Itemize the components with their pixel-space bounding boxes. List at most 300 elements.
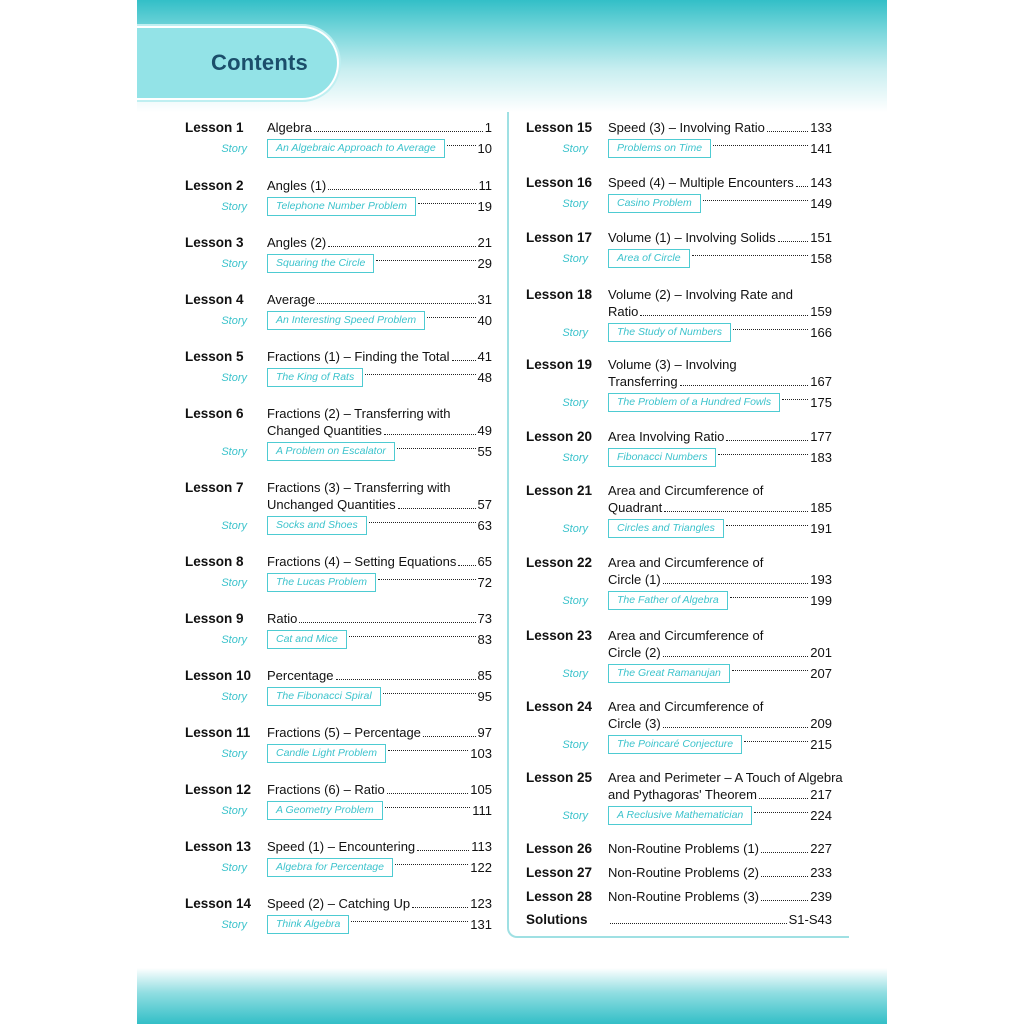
story-page-number: 199: [810, 593, 832, 608]
toc-entry: [526, 769, 843, 825]
story-label: Story: [562, 809, 588, 822]
lesson-title-wrap: [608, 698, 832, 715]
toc-line: [526, 428, 832, 445]
story-label: Story: [221, 314, 247, 327]
story-line: [185, 744, 492, 763]
dot-leader: [663, 727, 809, 728]
lesson-label: Lesson 10: [185, 668, 252, 683]
toc-entry: [185, 479, 492, 535]
story-label: Story: [221, 690, 247, 703]
toc-entry: [526, 286, 832, 342]
story-line: [526, 194, 832, 213]
lesson-title: Area and Circumference of: [608, 483, 764, 498]
dot-leader: [383, 693, 476, 694]
toc-entry: [526, 627, 832, 683]
dot-leader: [412, 907, 468, 908]
lesson-label: Lesson 3: [185, 235, 244, 250]
story-label: Story: [562, 326, 588, 339]
dot-leader: [761, 900, 808, 901]
lesson-title: Circle (3): [608, 716, 661, 731]
story-page-number: 183: [810, 450, 832, 465]
toc-entry: [185, 838, 492, 877]
lesson-label: Lesson 6: [185, 406, 244, 421]
story-line: [185, 254, 492, 273]
lesson-label: Lesson 8: [185, 554, 244, 569]
toc-line: [526, 499, 832, 516]
lesson-label: Lesson 17: [526, 230, 593, 245]
toc-line: [185, 348, 492, 365]
lesson-title: Ratio: [267, 611, 298, 626]
dot-leader: [744, 741, 808, 742]
story-line: [526, 519, 832, 538]
story-title: Algebra for Percentage: [267, 858, 393, 877]
story-label: Story: [221, 371, 247, 384]
story-line: [185, 516, 492, 535]
toc-entry: [526, 174, 832, 213]
story-title: The Poincaré Conjecture: [608, 735, 742, 754]
lesson-title-wrap: [267, 422, 492, 439]
toc-entry: [185, 724, 492, 763]
lesson-title: Area and Circumference of: [608, 628, 764, 643]
story-page-number: 215: [810, 737, 832, 752]
dot-leader: [376, 260, 475, 261]
page-number: 217: [810, 787, 832, 802]
lesson-title: Fractions (2) – Transferring with: [267, 406, 451, 421]
lesson-title-wrap: [608, 482, 832, 499]
lesson-label: Solutions: [526, 912, 588, 927]
story-line: [526, 323, 832, 342]
toc-entry: [526, 864, 832, 881]
page-number: 239: [810, 889, 832, 904]
story-page-number: 131: [470, 917, 492, 932]
lesson-title-wrap: [608, 303, 832, 320]
dot-leader: [767, 131, 808, 132]
toc-line: [185, 724, 492, 741]
lesson-title: Speed (1) – Encountering: [267, 839, 416, 854]
page-number: 133: [810, 120, 832, 135]
lesson-label: Lesson 11: [185, 725, 251, 740]
story-title: The Problem of a Hundred Fowls: [608, 393, 780, 412]
story-line: [185, 801, 492, 820]
lesson-title: Fractions (5) – Percentage: [267, 725, 421, 740]
story-title: The King of Rats: [267, 368, 363, 387]
toc-line: [526, 698, 832, 715]
dot-leader: [427, 317, 475, 318]
lesson-title: Transferring: [608, 374, 678, 389]
dot-leader: [385, 807, 471, 808]
lesson-title: Unchanged Quantities: [267, 497, 396, 512]
story-label: Story: [221, 576, 247, 589]
toc-line: [185, 610, 492, 627]
toc-line: [526, 554, 832, 571]
lesson-title-wrap: [267, 496, 492, 513]
dot-leader: [640, 315, 808, 316]
toc-line: [526, 482, 832, 499]
story-page-number: 95: [477, 689, 492, 704]
story-label: Story: [562, 594, 588, 607]
lesson-title-wrap: [608, 911, 832, 928]
dot-leader: [349, 636, 476, 637]
lesson-title: Changed Quantities: [267, 423, 382, 438]
story-title: An Algebraic Approach to Average: [267, 139, 445, 158]
story-title: Area of Circle: [608, 249, 690, 268]
dot-leader: [730, 597, 809, 598]
toc-line: [526, 229, 832, 246]
toc-line: [185, 496, 492, 513]
story-title: Think Algebra: [267, 915, 349, 934]
lesson-label: Lesson 24: [526, 699, 593, 714]
story-title: Cat and Mice: [267, 630, 347, 649]
page-number: 227: [810, 841, 832, 856]
story-page-number: 141: [810, 141, 832, 156]
story-page-number: 111: [472, 803, 492, 818]
toc-line: [526, 627, 832, 644]
lesson-title: Volume (3) – Involving: [608, 357, 737, 372]
toc-entry: [526, 840, 832, 857]
story-line: [526, 806, 832, 825]
toc-line: [526, 888, 832, 905]
lesson-title-wrap: [267, 234, 492, 251]
story-page-number: 10: [477, 141, 492, 156]
dot-leader: [726, 440, 808, 441]
story-label: Story: [221, 519, 247, 532]
dot-leader: [328, 246, 475, 247]
toc-entry: [185, 177, 492, 216]
story-page-number: 158: [810, 251, 832, 266]
lesson-title-wrap: [608, 174, 832, 191]
lesson-title: Average: [267, 292, 316, 307]
lesson-title-wrap: [608, 428, 832, 445]
dot-leader: [680, 385, 809, 386]
dot-leader: [458, 565, 475, 566]
lesson-title: and Pythagoras' Theorem: [608, 787, 757, 802]
page-number: S1-S43: [788, 912, 832, 927]
story-page-number: 149: [810, 196, 832, 211]
story-page-number: 40: [477, 313, 492, 328]
page-number: 97: [477, 725, 492, 740]
story-title: Telephone Number Problem: [267, 197, 416, 216]
lesson-title: Angles (1): [267, 178, 327, 193]
story-line: [526, 735, 832, 754]
toc-entry: [526, 229, 832, 268]
story-line: [185, 858, 492, 877]
dot-leader: [759, 798, 808, 799]
toc-line: [526, 840, 832, 857]
toc-entry: [185, 781, 492, 820]
story-line: [185, 197, 492, 216]
dot-leader: [384, 434, 476, 435]
lesson-label: Lesson 9: [185, 611, 244, 626]
lesson-title: Ratio: [608, 304, 639, 319]
lesson-title-wrap: [608, 627, 832, 644]
page-number: 193: [810, 572, 832, 587]
story-label: Story: [562, 451, 588, 464]
story-line: [185, 630, 492, 649]
dot-leader: [692, 255, 809, 256]
dot-leader: [317, 303, 475, 304]
story-line: [526, 249, 832, 268]
lesson-label: Lesson 23: [526, 628, 593, 643]
toc-entry: [185, 348, 492, 387]
lesson-label: Lesson 16: [526, 175, 593, 190]
page-number: 159: [810, 304, 832, 319]
lesson-label: Lesson 27: [526, 865, 593, 880]
story-line: [526, 591, 832, 610]
page-number: 11: [478, 178, 492, 193]
story-page-number: 103: [470, 746, 492, 761]
story-label: Story: [562, 197, 588, 210]
dot-leader: [713, 145, 808, 146]
lesson-label: Lesson 15: [526, 120, 593, 135]
story-label: Story: [221, 918, 247, 931]
toc-line: [526, 373, 832, 390]
story-title: Fibonacci Numbers: [608, 448, 716, 467]
dot-leader: [726, 525, 808, 526]
toc-line: [526, 786, 832, 803]
lesson-title: Speed (2) – Catching Up: [267, 896, 411, 911]
story-page-number: 55: [477, 444, 492, 459]
lesson-title-wrap: [267, 610, 492, 627]
story-title: A Reclusive Mathematician: [608, 806, 752, 825]
story-title: The Fibonacci Spiral: [267, 687, 381, 706]
toc-line: [185, 177, 492, 194]
toc-entry: [526, 911, 832, 928]
dot-leader: [452, 360, 476, 361]
page-number: 57: [477, 497, 492, 512]
lesson-title: Area and Perimeter – A Touch of Algebra: [608, 770, 843, 785]
lesson-title-wrap: [608, 554, 832, 571]
dot-leader: [796, 186, 809, 187]
lesson-label: Lesson 25: [526, 770, 593, 785]
story-label: Story: [221, 633, 247, 646]
toc-line: [185, 553, 492, 570]
story-page-number: 224: [810, 808, 832, 823]
dot-leader: [369, 522, 476, 523]
lesson-title: Angles (2): [267, 235, 327, 250]
page-number: 167: [810, 374, 832, 389]
toc-line: [526, 303, 832, 320]
story-title: The Lucas Problem: [267, 573, 376, 592]
story-label: Story: [221, 804, 247, 817]
dot-leader: [754, 812, 808, 813]
page-number: 65: [477, 554, 492, 569]
lesson-title-wrap: [608, 769, 843, 786]
dot-leader: [378, 579, 475, 580]
dot-leader: [703, 200, 809, 201]
footer-band: [137, 968, 887, 1024]
page-number: 85: [477, 668, 492, 683]
story-page-number: 122: [470, 860, 492, 875]
toc-entry: [526, 119, 832, 158]
story-label: Story: [562, 667, 588, 680]
story-label: Story: [221, 445, 247, 458]
toc-line: [185, 291, 492, 308]
dot-leader: [761, 876, 808, 877]
lesson-title-wrap: [608, 864, 832, 881]
story-line: [185, 368, 492, 387]
lesson-title: Volume (1) – Involving Solids: [608, 230, 776, 245]
lesson-title-wrap: [608, 840, 832, 857]
dot-leader: [387, 793, 469, 794]
lesson-title-wrap: [267, 348, 492, 365]
story-title: A Geometry Problem: [267, 801, 383, 820]
story-line: [185, 442, 492, 461]
lesson-title-wrap: [267, 119, 492, 136]
toc-line: [185, 838, 492, 855]
story-line: [526, 664, 832, 683]
lesson-label: Lesson 2: [185, 178, 244, 193]
lesson-title-wrap: [608, 229, 832, 246]
toc-line: [526, 715, 832, 732]
dot-leader: [733, 329, 808, 330]
story-page-number: 63: [477, 518, 492, 533]
dot-leader: [732, 670, 808, 671]
dot-leader: [365, 374, 475, 375]
lesson-label: Lesson 5: [185, 349, 244, 364]
page-number: 31: [477, 292, 492, 307]
toc-line: [185, 781, 492, 798]
dot-leader: [395, 864, 468, 865]
dot-leader: [778, 241, 809, 242]
toc-entry: [185, 895, 492, 934]
lesson-title: Fractions (6) – Ratio: [267, 782, 385, 797]
lesson-title-wrap: [267, 479, 492, 496]
lesson-title: Non-Routine Problems (1): [608, 841, 760, 856]
dot-leader: [328, 189, 476, 190]
page-number: 151: [810, 230, 832, 245]
story-label: Story: [221, 747, 247, 760]
story-line: [526, 448, 832, 467]
story-line: [185, 311, 492, 330]
toc-line: [526, 286, 832, 303]
story-title: Casino Problem: [608, 194, 701, 213]
lesson-title: Non-Routine Problems (2): [608, 865, 760, 880]
dot-leader: [663, 583, 809, 584]
lesson-title-wrap: [267, 781, 492, 798]
dot-leader: [663, 656, 809, 657]
story-line: [185, 687, 492, 706]
dot-leader: [388, 750, 468, 751]
story-label: Story: [562, 142, 588, 155]
page-number: 201: [810, 645, 832, 660]
dot-leader: [782, 399, 808, 400]
toc-entry: [526, 356, 832, 412]
lesson-title-wrap: [608, 356, 832, 373]
dot-leader: [423, 736, 476, 737]
lesson-title-wrap: [267, 553, 492, 570]
toc-line: [185, 119, 492, 136]
toc-line: [185, 479, 492, 496]
story-title: An Interesting Speed Problem: [267, 311, 425, 330]
lesson-label: Lesson 22: [526, 555, 593, 570]
lesson-title: Speed (3) – Involving Ratio: [608, 120, 765, 135]
lesson-title-wrap: [267, 667, 492, 684]
story-label: Story: [221, 142, 247, 155]
lesson-title-wrap: [267, 838, 492, 855]
lesson-title: Quadrant: [608, 500, 663, 515]
story-label: Story: [562, 396, 588, 409]
lesson-title: Area and Circumference of: [608, 699, 764, 714]
toc-entry: [526, 482, 832, 538]
page-number: 143: [810, 175, 832, 190]
story-label: Story: [562, 522, 588, 535]
lesson-title-wrap: [608, 786, 832, 803]
story-title: Circles and Triangles: [608, 519, 724, 538]
page-number: 49: [477, 423, 492, 438]
toc-line: [526, 911, 832, 928]
toc-entry: [526, 554, 832, 610]
toc-line: [185, 422, 492, 439]
toc-line: [526, 119, 832, 136]
story-line: [185, 139, 492, 158]
lesson-label: Lesson 28: [526, 889, 593, 904]
toc-line: [526, 571, 832, 588]
lesson-title: Percentage: [267, 668, 334, 683]
dot-leader: [351, 921, 468, 922]
page-number: 123: [470, 896, 492, 911]
story-page-number: 207: [810, 666, 832, 681]
story-page-number: 29: [477, 256, 492, 271]
toc-line: [185, 405, 492, 422]
toc-line: [185, 234, 492, 251]
dot-leader: [336, 679, 476, 680]
toc-line: [526, 864, 832, 881]
story-title: Problems on Time: [608, 139, 711, 158]
lesson-label: Lesson 21: [526, 483, 593, 498]
lesson-title-wrap: [608, 286, 832, 303]
lesson-title-wrap: [267, 405, 492, 422]
lesson-title: Fractions (4) – Setting Equations: [267, 554, 457, 569]
lesson-label: Lesson 13: [185, 839, 252, 854]
story-label: Story: [221, 200, 247, 213]
story-line: [526, 393, 832, 412]
page-title: Contents: [211, 50, 308, 75]
lesson-title: Algebra: [267, 120, 312, 135]
toc-line: [526, 644, 832, 661]
lesson-title: Circle (1): [608, 572, 661, 587]
story-label: Story: [221, 257, 247, 270]
dot-leader: [447, 145, 476, 146]
lesson-title-wrap: [267, 895, 492, 912]
lesson-label: Lesson 14: [185, 896, 252, 911]
dot-leader: [610, 923, 787, 924]
toc-entry: [185, 291, 492, 330]
toc-entry: [185, 553, 492, 592]
toc-line: [185, 895, 492, 912]
story-label: Story: [562, 738, 588, 751]
story-title: Squaring the Circle: [267, 254, 374, 273]
dot-leader: [417, 850, 469, 851]
toc-line: [526, 769, 843, 786]
lesson-label: Lesson 4: [185, 292, 244, 307]
story-title: Socks and Shoes: [267, 516, 367, 535]
story-label: Story: [562, 252, 588, 265]
lesson-title-wrap: [267, 724, 492, 741]
page-number: 209: [810, 716, 832, 731]
lesson-title-wrap: [608, 888, 832, 905]
story-page-number: 19: [477, 199, 492, 214]
lesson-label: Lesson 7: [185, 480, 244, 495]
story-page-number: 83: [477, 632, 492, 647]
story-title: A Problem on Escalator: [267, 442, 395, 461]
lesson-title: Volume (2) – Involving Rate and: [608, 287, 793, 302]
toc-entry: [185, 405, 492, 461]
lesson-title-wrap: [267, 177, 492, 194]
page-number: 41: [477, 349, 492, 364]
lesson-label: Lesson 18: [526, 287, 593, 302]
story-page-number: 48: [477, 370, 492, 385]
story-label: Story: [221, 861, 247, 874]
